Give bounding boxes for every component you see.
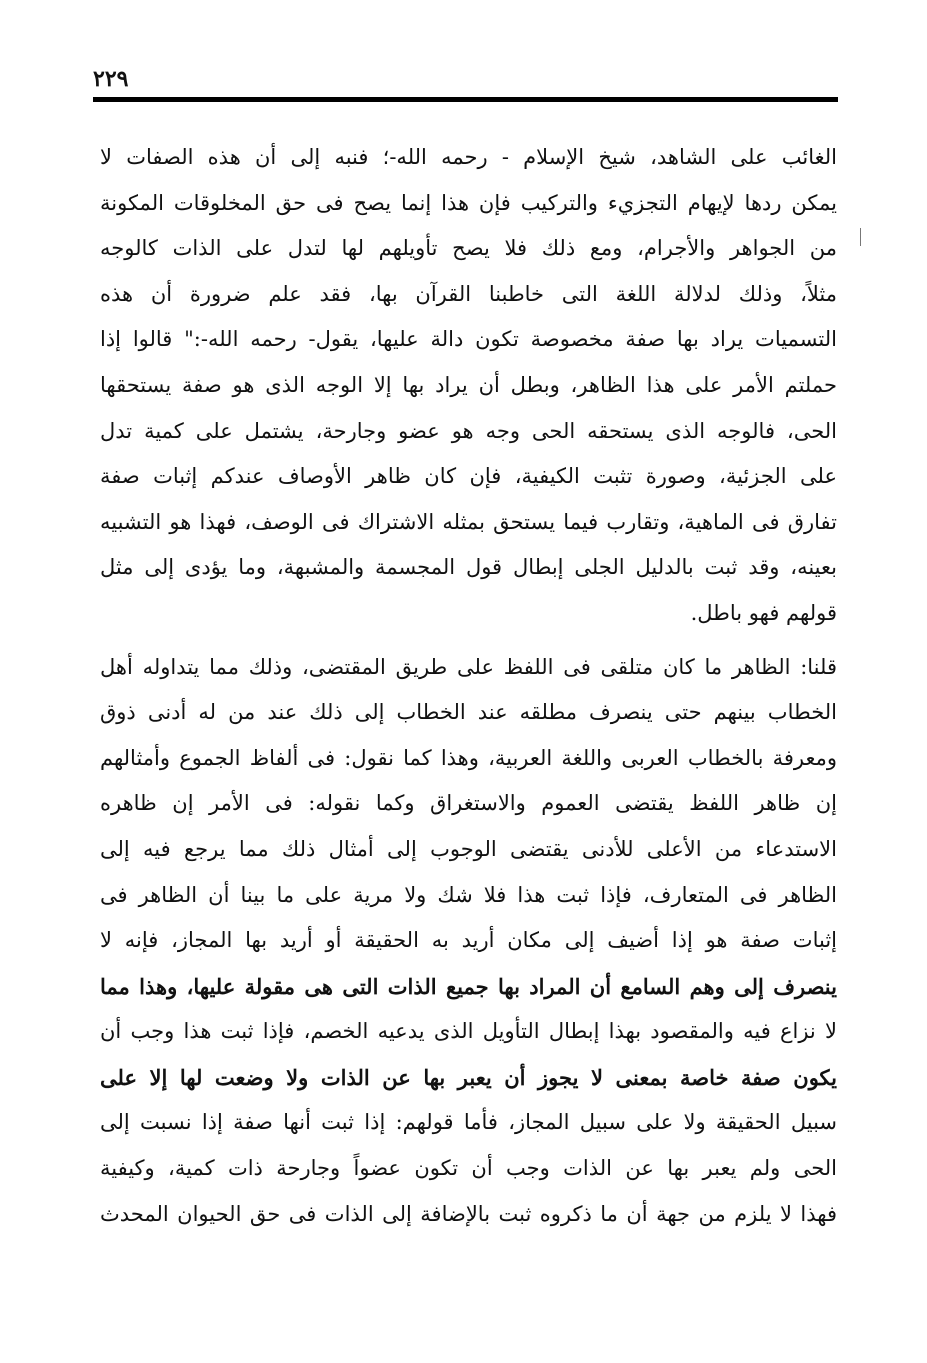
text-line: يمكن ردها لإيهام التجزيء والتركيب فإن هذا إنما يصح فى حق المخلوقات المكونة — [100, 190, 837, 215]
text-line: إثبات صفة هو إذا أضيف إلى مكان أريد به الحقيقة أو أريد بها المجاز، فإنه لا — [100, 928, 837, 953]
text-body — [100, 135, 837, 1237]
text-line: فهذا لا يلزم من جهة أن ما ذكروه ثبت بالإضافة إلى الذات فى حق الحيوان المحدث — [100, 1201, 837, 1226]
text-line-bold: ينصرف إلى وهم السامع أن المراد بها جميع الذات التى هى مقولة عليها، وهذا مما — [100, 973, 837, 999]
text-line-last: قولهم فهو باطل. — [690, 600, 837, 625]
text-line: التسميات يراد بها صفة مخصوصة تكون دالة عليها، يقول- رحمه الله-:" قالوا إذا — [100, 327, 837, 352]
text-line: الاستدعاء من الأعلى للأدنى يقتضى الوجوب إلى أمثال ذلك مما يرجع فيه إلى — [100, 836, 837, 861]
text-line: لا نزاع فيه والمقصود بهذا إبطال التأويل الذى يدعيه الخصم، فإذا ثبت هذا وجب أن — [100, 1019, 837, 1044]
text-line: من الجواهر والأجرام، ومع ذلك فلا يصح تأويلهم لها لتدل على الذات كالوجه — [100, 236, 837, 261]
text-line: بعينه، وقد ثبت بالدليل الجلى إبطال قول المجسمة والمشبهة، وما يؤدى إلى مثل — [100, 555, 837, 580]
header-rule — [93, 97, 838, 102]
text-line: الظاهر فى المتعارف، فإذا ثبت هذا فلا شك ولا مرية على ما بينا أن الظاهر فى — [100, 882, 837, 907]
page-number: ٢٢٩ — [93, 66, 129, 92]
text-line: حملتم الأمر على هذا الظاهر، وبطل أن يراد بها إلا الوجه الذى هو صفة يستحقها — [100, 372, 837, 397]
text-line: تفارق فى الماهية، وتقارب فيما يستحق بمثله الاشتراك فى الوصف، فهذا هو التشبيه — [100, 509, 837, 534]
text-line: قلنا: الظاهر ما كان متلقى فى اللفظ على طريق المقتضى، وذلك مما يتداوله أهل — [100, 654, 837, 679]
text-line: ومعرفة بالخطاب العربى واللغة العربية، وهذا كما نقول: فى ألفاظ الجموع وأمثالهم — [100, 745, 837, 770]
margin-mark — [860, 228, 861, 246]
text-line: مثلاً، وذلك لدلالة اللغة التى خاطبنا القرآن بها، فقد علم ضرورة أن هذه — [100, 281, 837, 306]
text-line: إن ظاهر اللفظ يقتضى العموم والاستغراق وكما نقوله: فى الأمر إن ظاهره — [100, 791, 837, 816]
text-line: الحى، فالوجه الذى يستحقه الحى وجه هو عضو وجارحة، يشتمل على كمية تدل — [100, 418, 837, 443]
text-line: سبيل الحقيقة ولا على سبيل المجاز، فأما قولهم: إذا ثبت أنها صفة إذا نسبت إلى — [100, 1110, 837, 1135]
paragraph-gap — [100, 637, 837, 645]
text-line: الغائب على الشاهد، شيخ الإسلام - رحمه الله-؛ فنبه إلى أن هذه الصفات لا — [100, 145, 837, 169]
text-line-bold: يكون صفة خاصة بمعنى لا يجوز أن يعبر بها عن الذات ولا وضعت لها إلا على — [100, 1064, 837, 1090]
text-line: على الجزئية، وصورة تثبت الكيفية، فإن كان ظاهر الأوصاف عندكم إثبات صفة — [100, 464, 837, 489]
text-line: الحى ولم يعبر بها عن الذات وجب أن تكون عضواً وجارحة ذات كمية، وكيفية — [100, 1156, 837, 1181]
text-line: الخطاب بينهم حتى ينصرف مطلقه عند الخطاب إلى ذلك عند من له أدنى ذوق — [100, 700, 837, 725]
